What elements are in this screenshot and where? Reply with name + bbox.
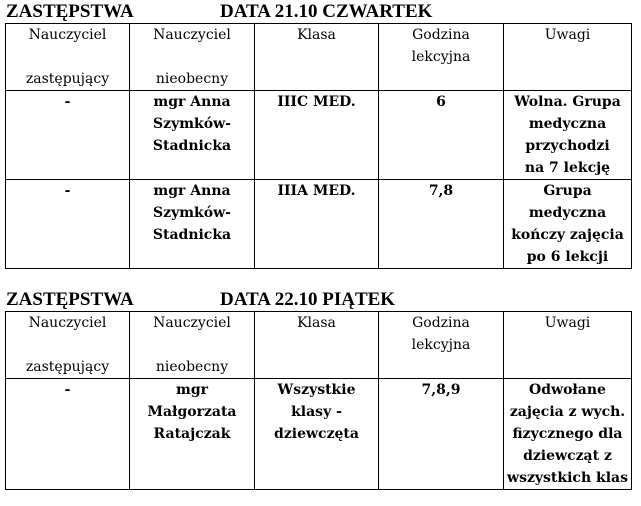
heading-title: ZASTĘPSTWA: [6, 289, 134, 310]
cell-notes: Odwołane zajęcia z wych. fizycznego dla dziewcząt z wszystkich klas: [504, 379, 632, 490]
substitutions-table: [5, 311, 632, 490]
header-substitute-teacher: Nauczyciel zastępujący: [6, 312, 130, 379]
table-row: [6, 91, 632, 180]
header-substitute-teacher: Nauczyciel zastępujący: [6, 24, 130, 91]
cell-class: IIIA MED.: [255, 180, 379, 269]
cell-absent: mgr Małgorzata Ratajczak: [130, 379, 255, 490]
cell-hour: 7,8: [379, 180, 504, 269]
substitutions-section-2: [5, 289, 631, 490]
table-header-row: [6, 312, 632, 379]
cell-notes: Grupa medyczna kończy zajęcia po 6 lekcji: [504, 180, 632, 269]
cell-absent: mgr Anna Szymków- Stadnicka: [130, 91, 255, 180]
header-lesson-hour: Godzina lekcyjna: [379, 24, 504, 91]
heading-date: DATA 22.10 PIĄTEK: [220, 289, 396, 310]
cell-substitute: -: [6, 91, 130, 180]
header-class: Klasa: [255, 24, 379, 91]
heading-title: ZASTĘPSTWA: [6, 1, 134, 22]
cell-substitute: -: [6, 379, 130, 490]
section-heading: [5, 289, 631, 311]
section-heading: [5, 1, 631, 23]
header-absent-teacher: Nauczyciel nieobecny: [130, 312, 255, 379]
cell-hour: 6: [379, 91, 504, 180]
header-notes: Uwagi: [504, 312, 632, 379]
header-lesson-hour: Godzina lekcyjna: [379, 312, 504, 379]
heading-date: DATA 21.10 CZWARTEK: [220, 1, 433, 22]
cell-absent: mgr Anna Szymków- Stadnicka: [130, 180, 255, 269]
table-row: [6, 379, 632, 490]
header-class: Klasa: [255, 312, 379, 379]
substitutions-section-1: [5, 1, 631, 269]
cell-substitute: -: [6, 180, 130, 269]
table-header-row: [6, 24, 632, 91]
substitutions-table: [5, 23, 632, 269]
cell-notes: Wolna. Grupa medyczna przychodzi na 7 lekcję: [504, 91, 632, 180]
cell-class: Wszystkie klasy - dziewczęta: [255, 379, 379, 490]
cell-hour: 7,8,9: [379, 379, 504, 490]
table-row: [6, 180, 632, 269]
cell-class: IIIC MED.: [255, 91, 379, 180]
header-absent-teacher: Nauczyciel nieobecny: [130, 24, 255, 91]
header-notes: Uwagi: [504, 24, 632, 91]
